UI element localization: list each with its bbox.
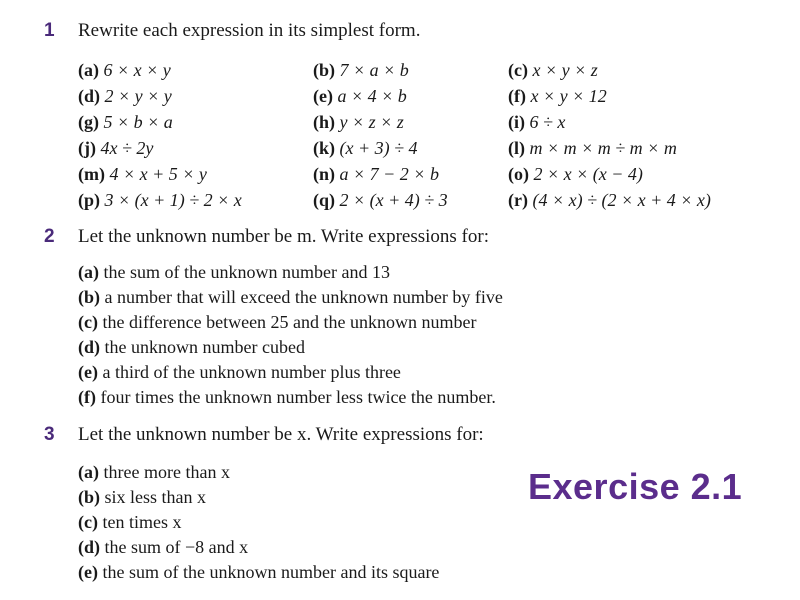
item-text: the difference between 25 and the unknown number — [102, 312, 477, 332]
q1-item-e — [313, 86, 407, 107]
item-expression: m × m × m ÷ m × m — [529, 138, 677, 158]
question-3-number: 3 — [44, 424, 55, 445]
q1-item-a — [78, 60, 171, 81]
q1-item-r — [508, 190, 711, 211]
item-label: (a) — [78, 60, 99, 80]
item-expression: 2 × (x + 4) ÷ 3 — [339, 190, 448, 210]
item-label: (h) — [313, 112, 335, 132]
q3-item-d — [78, 537, 248, 558]
item-expression: 2 × x × (x − 4) — [533, 164, 643, 184]
item-label: (k) — [313, 138, 335, 158]
item-label: (a) — [78, 462, 99, 482]
q1-item-b — [313, 60, 409, 81]
item-label: (b) — [313, 60, 335, 80]
item-text: four times the unknown number less twice the number. — [100, 387, 496, 407]
q1-item-g — [78, 112, 173, 133]
q2-item-e — [78, 362, 401, 383]
item-label: (e) — [78, 562, 98, 582]
item-text: a third of the unknown number plus three — [102, 362, 401, 382]
q1-item-p — [78, 190, 242, 211]
item-expression: x × y × z — [532, 60, 598, 80]
item-expression: a × 7 − 2 × b — [339, 164, 439, 184]
item-expression: 7 × a × b — [339, 60, 409, 80]
question-1-number: 1 — [44, 20, 55, 41]
item-expression: 3 × (x + 1) ÷ 2 × x — [104, 190, 242, 210]
item-label: (a) — [78, 262, 99, 282]
q3-item-a — [78, 462, 230, 483]
item-expression: y × z × z — [339, 112, 404, 132]
q2-item-b — [78, 287, 503, 308]
item-label: (q) — [313, 190, 335, 210]
item-expression: x × y × 12 — [530, 86, 607, 106]
q1-item-l — [508, 138, 677, 159]
exercise-title: Exercise 2.1 — [528, 466, 743, 507]
item-label: (m) — [78, 164, 105, 184]
item-expression: 6 × x × y — [103, 60, 171, 80]
item-label: (b) — [78, 287, 100, 307]
item-expression: 6 ÷ x — [529, 112, 566, 132]
q3-item-e — [78, 562, 439, 583]
question-2-number: 2 — [44, 226, 55, 247]
q1-item-o — [508, 164, 643, 185]
item-text: the unknown number cubed — [104, 337, 305, 357]
item-text: the sum of −8 and x — [104, 537, 249, 557]
item-text: ten times x — [102, 512, 182, 532]
item-label: (c) — [508, 60, 528, 80]
q1-item-q — [313, 190, 448, 211]
item-text: six less than x — [104, 487, 206, 507]
item-label: (r) — [508, 190, 528, 210]
item-label: (j) — [78, 138, 96, 158]
item-label: (f) — [78, 387, 96, 407]
q2-item-c — [78, 312, 477, 333]
item-expression: (x + 3) ÷ 4 — [339, 138, 418, 158]
question-3-instruction: Let the unknown number be x. Write expressions for: — [78, 424, 484, 445]
q1-item-j — [78, 138, 153, 159]
q1-item-h — [313, 112, 404, 133]
q1-item-m — [78, 164, 207, 185]
item-label: (f) — [508, 86, 526, 106]
item-label: (p) — [78, 190, 100, 210]
item-label: (i) — [508, 112, 525, 132]
item-expression: 4x ÷ 2y — [100, 138, 154, 158]
q1-item-n — [313, 164, 439, 185]
q1-item-f — [508, 86, 607, 107]
item-label: (b) — [78, 487, 100, 507]
q3-item-c — [78, 512, 181, 533]
item-label: (c) — [78, 312, 98, 332]
item-label: (l) — [508, 138, 525, 158]
q2-item-a — [78, 262, 390, 283]
item-text: a number that will exceed the unknown number by five — [104, 287, 503, 307]
q2-item-f — [78, 387, 496, 408]
item-label: (g) — [78, 112, 99, 132]
item-label: (d) — [78, 537, 100, 557]
item-label: (e) — [313, 86, 333, 106]
question-1-instruction: Rewrite each expression in its simplest form. — [78, 20, 421, 41]
q2-item-d — [78, 337, 305, 358]
item-label: (c) — [78, 512, 98, 532]
item-label: (n) — [313, 164, 335, 184]
item-expression: a × 4 × b — [337, 86, 407, 106]
item-label: (d) — [78, 337, 100, 357]
q1-item-i — [508, 112, 565, 133]
q1-item-c — [508, 60, 598, 81]
item-label: (d) — [78, 86, 100, 106]
item-label: (e) — [78, 362, 98, 382]
item-expression: 5 × b × a — [103, 112, 173, 132]
item-text: three more than x — [103, 462, 230, 482]
item-expression: (4 × x) ÷ (2 × x + 4 × x) — [532, 190, 711, 210]
item-text: the sum of the unknown number and its square — [102, 562, 440, 582]
q3-item-b — [78, 487, 206, 508]
item-expression: 4 × x + 5 × y — [109, 164, 207, 184]
item-text: the sum of the unknown number and 13 — [103, 262, 390, 282]
item-expression: 2 × y × y — [104, 86, 172, 106]
q1-item-d — [78, 86, 172, 107]
q1-item-k — [313, 138, 418, 159]
item-label: (o) — [508, 164, 529, 184]
question-2-instruction: Let the unknown number be m. Write expressions for: — [78, 226, 489, 247]
